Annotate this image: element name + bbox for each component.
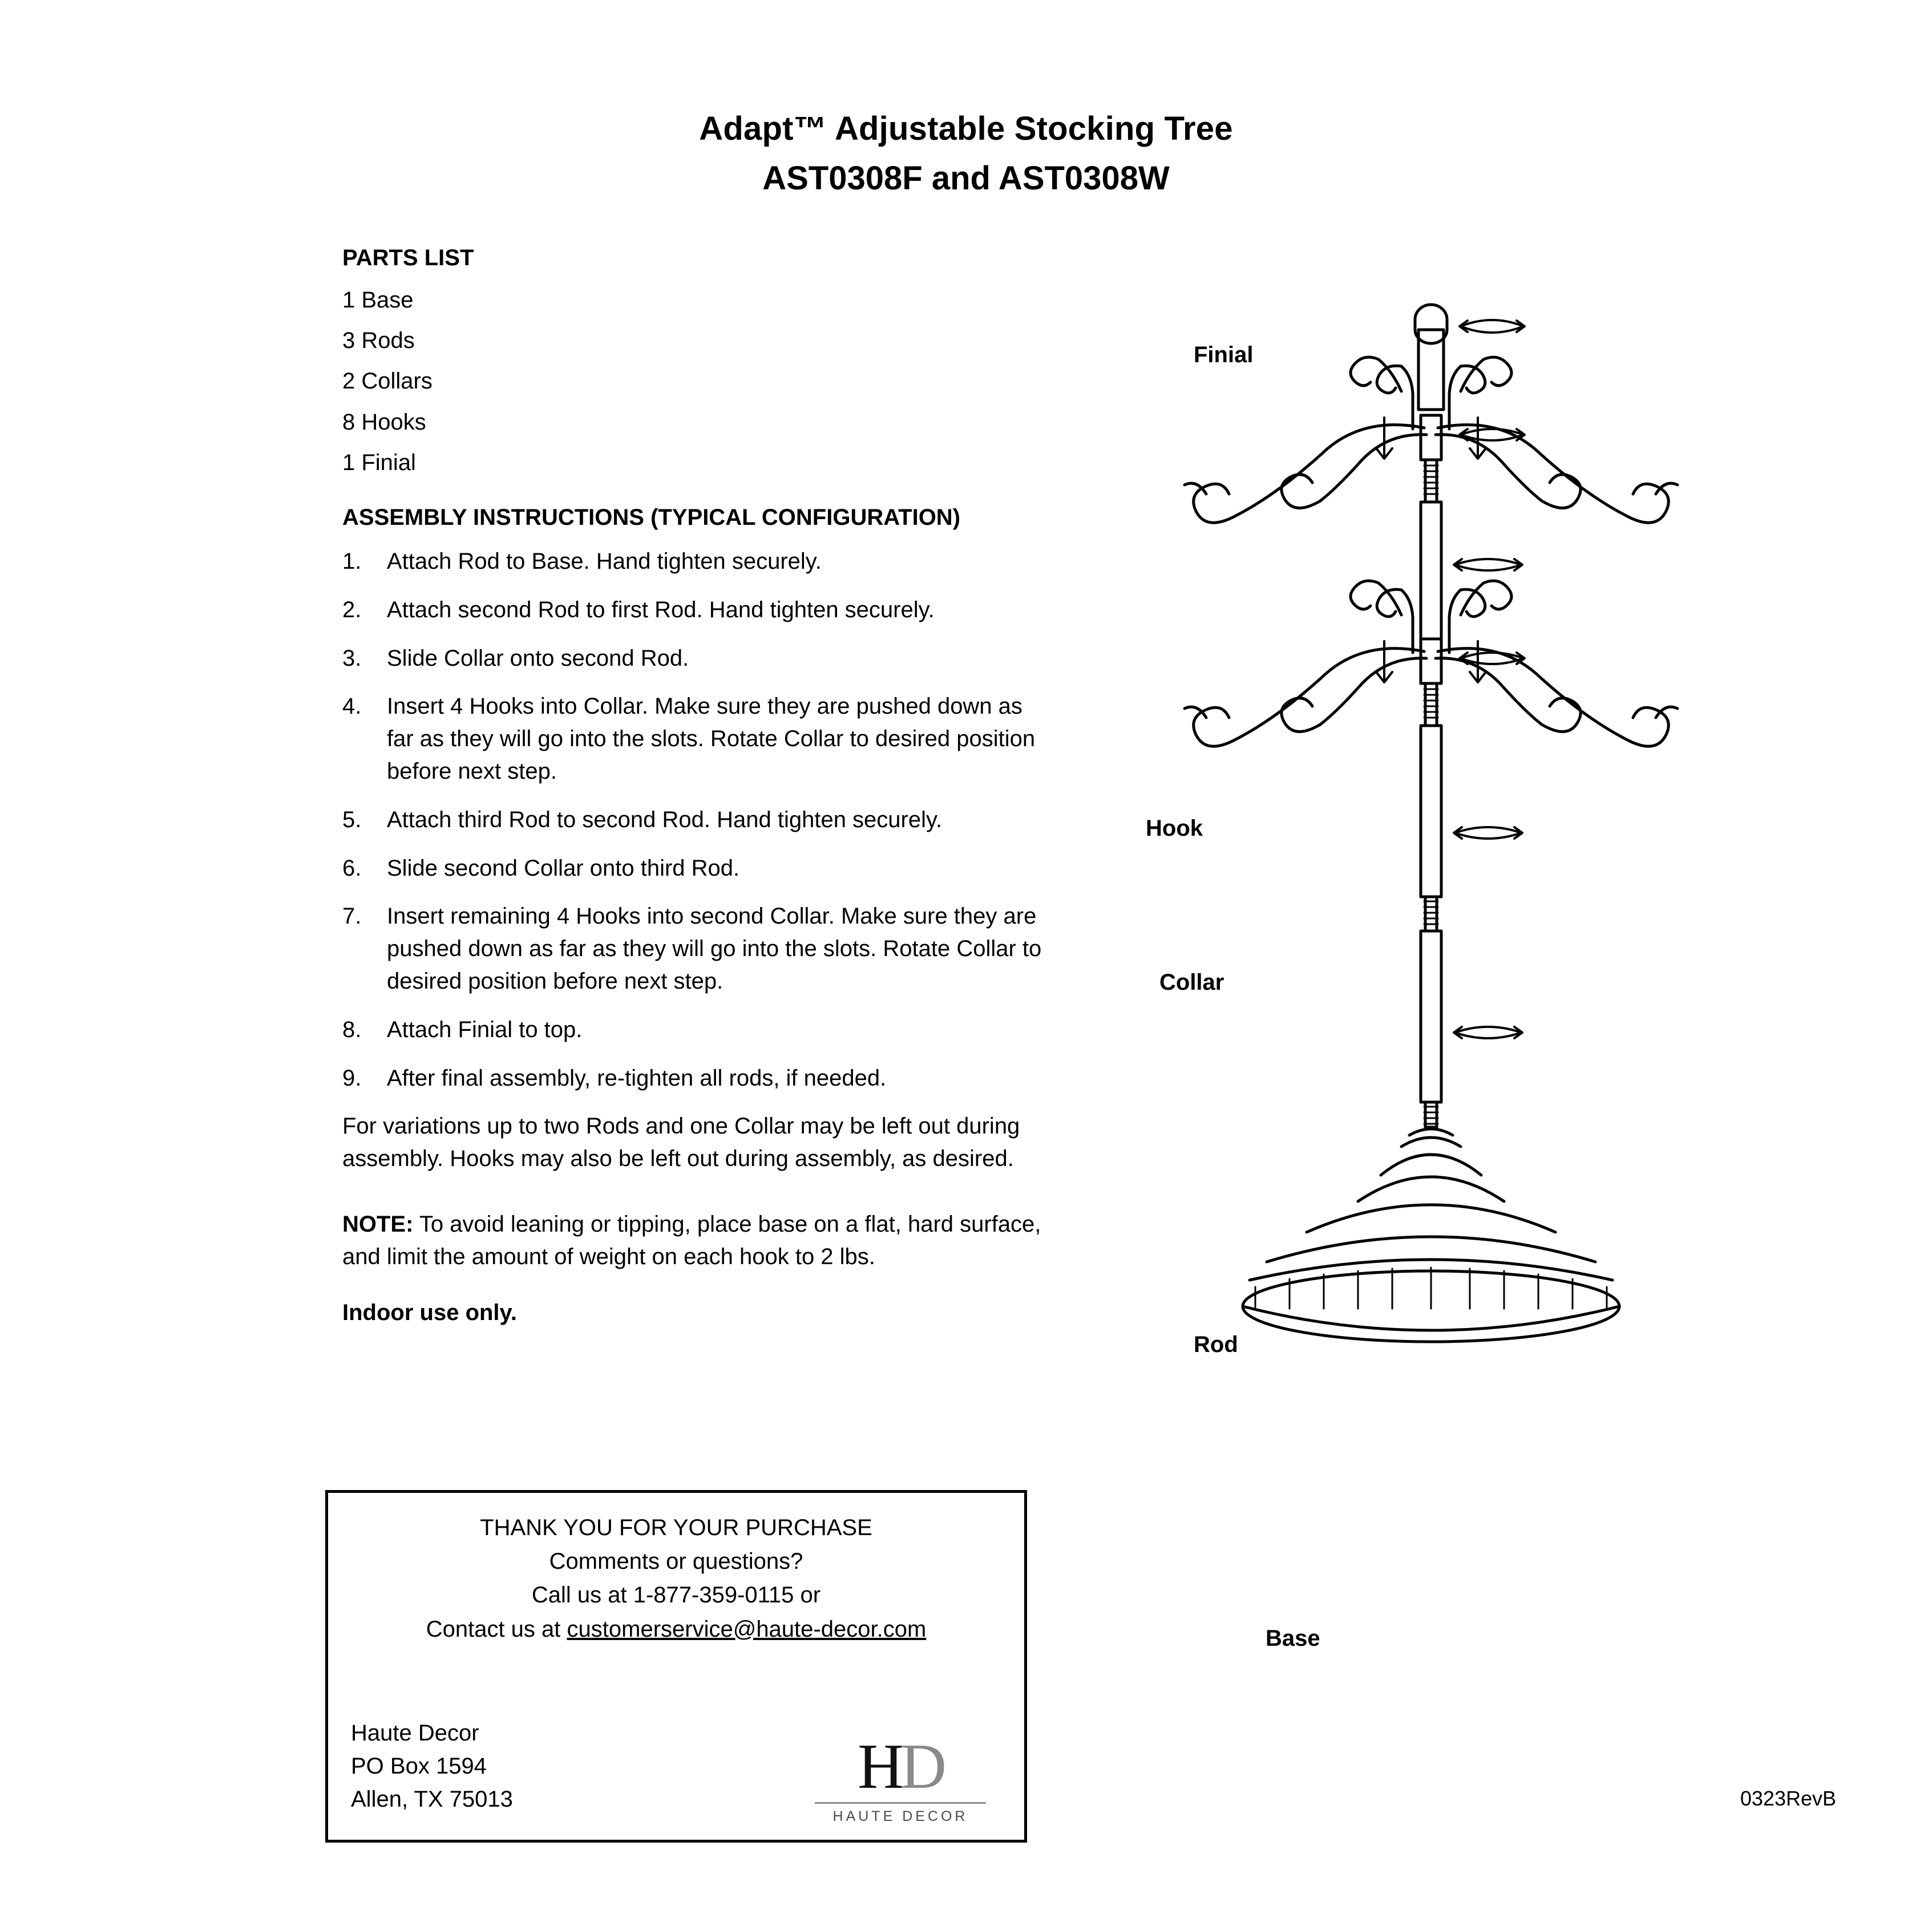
list-item: 3 Rods — [342, 328, 415, 354]
address-line-3: Allen, TX 75013 — [351, 1787, 513, 1812]
list-item — [342, 594, 1050, 626]
contact-prefix: Contact us at — [426, 1616, 567, 1642]
thank-you-phone-line: Call us at 1-877-359-0115 or — [531, 1582, 821, 1608]
hook-cluster-lower — [1185, 581, 1678, 746]
label-hook: Hook — [1146, 816, 1203, 841]
company-address — [351, 1717, 513, 1816]
label-finial: Finial — [1194, 342, 1254, 367]
step-text: Slide second Collar onto third Rod. — [387, 855, 740, 881]
note-text: To avoid leaning or tipping, place base on a flat, hard surface, and limit the amount of weight on each hook to 2 lbs. — [342, 1211, 1041, 1269]
list-item — [342, 1014, 1050, 1046]
assembly-instructions-heading: ASSEMBLY INSTRUCTIONS (TYPICAL CONFIGURATION) — [342, 504, 961, 530]
label-base: Base — [1266, 1626, 1320, 1651]
rotation-arrow-icon — [1460, 320, 1525, 333]
thank-you-line-2: Comments or questions? — [549, 1549, 803, 1574]
rod-lower — [1421, 897, 1441, 1127]
step-text: Insert 4 Hooks into Collar. Make sure they are pushed down as far as they will go into the slots. Rotate Collar to desired position before next step. — [387, 694, 1036, 784]
parts-list — [342, 280, 1050, 483]
address-line-2: PO Box 1594 — [351, 1754, 487, 1779]
instructions-column — [342, 245, 1050, 1326]
note-paragraph — [342, 1208, 1050, 1273]
note-label: NOTE: — [342, 1211, 414, 1237]
assembly-steps-list — [342, 545, 1050, 1094]
list-item: 8 Hooks — [342, 409, 426, 435]
logo-wordmark: HAUTE DECOR — [832, 1808, 968, 1824]
list-item — [342, 900, 1050, 997]
stocking-tree-illustration — [1061, 285, 1872, 1711]
thank-you-box — [325, 1490, 1027, 1843]
logo-divider — [815, 1802, 986, 1804]
step-number: 4. — [342, 694, 362, 719]
thank-you-text — [328, 1511, 1024, 1646]
revision-code: 0323RevB — [1740, 1787, 1836, 1810]
base-part — [1243, 1129, 1619, 1342]
list-item: 2 Collars — [342, 369, 433, 394]
rod-upper — [1421, 460, 1441, 639]
rotation-arrow-icon — [1454, 1027, 1522, 1038]
address-line-1: Haute Decor — [351, 1721, 479, 1746]
list-item: 1 Finial — [342, 450, 416, 475]
rotation-arrow-icon — [1454, 559, 1522, 570]
step-text: Insert remaining 4 Hooks into second Collar. Make sure they are pushed down as far as they will go into the slots. Rotate Collar to desired position before next step. — [387, 904, 1042, 994]
list-item — [342, 690, 1050, 787]
variations-paragraph: For variations up to two Rods and one Collar may be left out during assembly. Hooks may also be left out during assembly, as desired. — [342, 1114, 1020, 1172]
parts-list-heading: PARTS LIST — [342, 245, 474, 270]
step-number: 3. — [342, 645, 362, 671]
step-number: 7. — [342, 904, 362, 929]
support-email-link[interactable]: customerservice@haute-decor.com — [567, 1616, 927, 1642]
finial-part — [1415, 305, 1447, 410]
step-text: Attach Rod to Base. Hand tighten securely. — [387, 548, 822, 574]
indoor-use-notice: Indoor use only. — [342, 1300, 517, 1326]
step-number: 8. — [342, 1017, 362, 1042]
title-line-2: AST0308F and AST0308W — [762, 159, 1170, 197]
title-line-1: Adapt™ Adjustable Stocking Tree — [699, 110, 1233, 147]
rotation-arrow-icon — [1454, 827, 1522, 839]
list-item — [342, 1062, 1050, 1095]
step-text: Attach second Rod to first Rod. Hand tighten securely. — [387, 597, 935, 622]
step-number: 6. — [342, 855, 362, 881]
product-diagram — [1061, 285, 1872, 1711]
thank-you-contact-line — [328, 1613, 1024, 1646]
step-text: Attach Finial to top. — [387, 1017, 583, 1042]
step-number: 9. — [342, 1065, 362, 1091]
logo-monogram: HD — [858, 1731, 943, 1802]
list-item — [342, 852, 1050, 885]
rod-middle — [1421, 683, 1441, 897]
step-number: 1. — [342, 548, 362, 574]
thank-you-line-1: THANK YOU FOR YOUR PURCHASE — [480, 1515, 872, 1540]
step-text: After final assembly, re-tighten all rods, if needed. — [387, 1065, 887, 1091]
label-collar: Collar — [1159, 970, 1224, 995]
step-text: Slide Collar onto second Rod. — [387, 645, 689, 671]
hook-cluster-upper — [1185, 357, 1678, 523]
haute-decor-logo — [806, 1731, 995, 1825]
list-item — [342, 545, 1050, 578]
document-title — [0, 108, 1932, 199]
step-number: 5. — [342, 807, 362, 832]
list-item — [342, 642, 1050, 675]
label-rod: Rod — [1194, 1332, 1238, 1357]
step-text: Attach third Rod to second Rod. Hand tighten securely. — [387, 807, 943, 832]
list-item — [342, 804, 1050, 836]
step-number: 2. — [342, 597, 362, 622]
list-item: 1 Base — [342, 288, 414, 313]
